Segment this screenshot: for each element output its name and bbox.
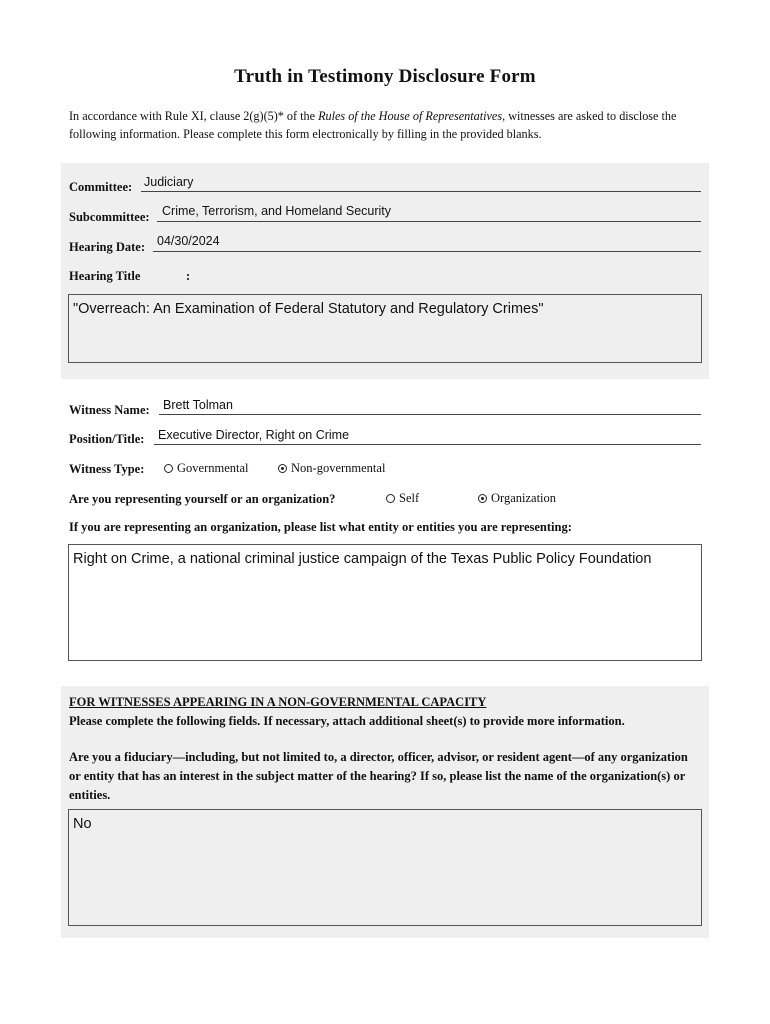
- hearing-date-line: [153, 251, 701, 252]
- fiduciary-question: Are you a fiduciary—including, but not limited to, a director, officer, advisor, or resident agent—of any organization or entity that has an interest in the subject matter of the hearing? If so, please list the name of the organization(s) or entities.: [69, 750, 688, 802]
- hearing-date-field[interactable]: 04/30/2024: [157, 234, 220, 248]
- governmental-label: Governmental: [177, 461, 249, 475]
- hearing-date-label: Hearing Date:: [69, 240, 146, 254]
- committee-field[interactable]: Judiciary: [144, 175, 194, 189]
- position-title-line: [154, 444, 701, 445]
- radio-governmental-icon[interactable]: [164, 464, 173, 473]
- subcommittee-field[interactable]: Crime, Terrorism, and Homeland Security: [162, 204, 392, 218]
- position-title-field[interactable]: Executive Director, Right on Crime: [158, 428, 350, 442]
- fiduciary-answer-field[interactable]: No: [68, 809, 702, 926]
- organization-label: Organization: [491, 491, 557, 505]
- nongov-heading: FOR WITNESSES APPEARING IN A NON-GOVERNMENTAL CAPACITY: [69, 695, 487, 709]
- hearing-title-colon: :: [186, 269, 191, 283]
- committee-label: Committee:: [69, 180, 133, 194]
- self-label: Self: [399, 491, 420, 505]
- witness-type-label: Witness Type:: [69, 462, 145, 476]
- committee-line: [141, 191, 701, 192]
- form-title: Truth in Testimony Disclosure Form: [234, 66, 536, 87]
- representing-label: Are you representing yourself or an organization?: [69, 492, 336, 506]
- intro-text-2: , witnesses are asked to disclose the following information. Please complete this form electronically by filling in the provided blanks.: [69, 109, 677, 141]
- subcommittee-label: Subcommittee:: [69, 210, 150, 224]
- intro-rules-title: Rules of the House of Representatives: [318, 109, 503, 123]
- radio-self-icon[interactable]: [386, 494, 395, 503]
- representing-organization[interactable]: [478, 491, 556, 506]
- radio-organization-icon[interactable]: [478, 494, 487, 503]
- intro-paragraph: [69, 107, 709, 143]
- subcommittee-line: [157, 221, 701, 222]
- position-title-label: Position/Title:: [69, 432, 145, 446]
- witness-name-field[interactable]: Brett Tolman: [163, 398, 233, 412]
- non-governmental-label: Non-governmental: [291, 461, 386, 475]
- entities-field[interactable]: Right on Crime, a national criminal justice campaign of the Texas Public Policy Foundation: [68, 544, 702, 661]
- witness-type-governmental[interactable]: [164, 461, 249, 476]
- hearing-title-field[interactable]: "Overreach: An Examination of Federal Statutory and Regulatory Crimes": [68, 294, 702, 363]
- entities-label: If you are representing an organization, please list what entity or entities you are representing:: [69, 520, 572, 534]
- hearing-title-label: Hearing Title: [69, 269, 141, 283]
- witness-name-line: [159, 414, 701, 415]
- witness-name-label: Witness Name:: [69, 403, 150, 417]
- radio-non-governmental-icon[interactable]: [278, 464, 287, 473]
- witness-type-non-governmental[interactable]: [278, 461, 385, 476]
- intro-text-1: In accordance with Rule XI, clause 2(g)(5)* of the: [69, 109, 319, 123]
- representing-self[interactable]: [386, 491, 419, 506]
- nongov-instructions: Please complete the following fields. If necessary, attach additional sheet(s) to provide more information.: [69, 714, 625, 728]
